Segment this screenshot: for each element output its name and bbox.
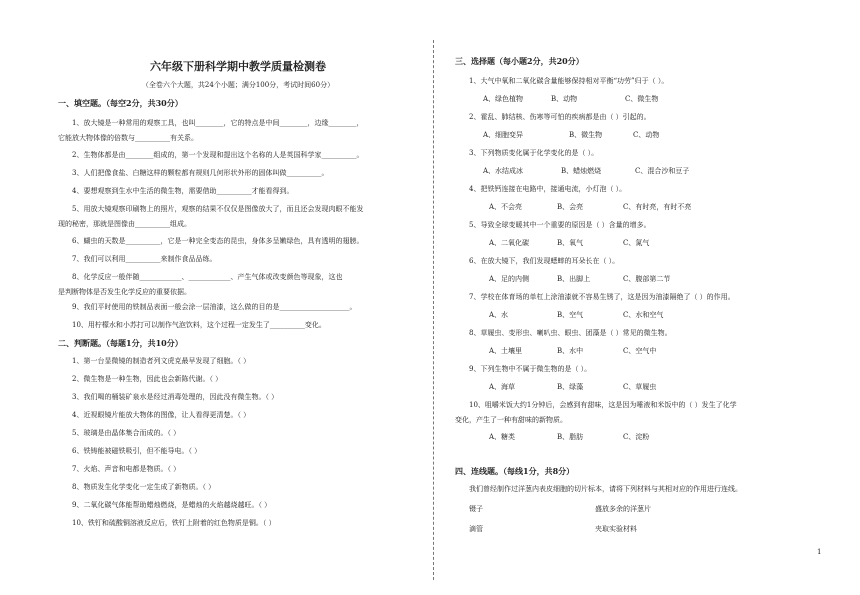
judge-item: 7、火焰、声音和电都是物质。（ ） xyxy=(72,465,181,473)
choice-option: B、脂肪 xyxy=(557,433,584,441)
choice-option: B、动物 xyxy=(551,95,578,103)
choice-q8: 8、草履虫、变形虫、喇叭虫、眼虫、团藻是（ ）常见的微生物。 xyxy=(469,329,672,337)
choice-option: B、微生物 xyxy=(569,131,603,139)
choice-q7: 7、学校在体育场的单杠上涂油漆就不容易生锈了，这是因为油漆隔绝了（ ）的作用。 xyxy=(469,293,735,301)
choice-option: C、淀粉 xyxy=(623,433,650,441)
choice-option: C、草履虫 xyxy=(623,383,657,391)
choice-option: B、空气 xyxy=(557,311,584,319)
choice-option: A、足的内侧 xyxy=(489,275,530,283)
judge-item: 6、铁铸能被磁铁吸引，但不能导电。（ ） xyxy=(72,447,202,455)
choice-option: B、蜡烛燃烧 xyxy=(561,167,602,175)
fill-q6: 6、蝴虫的天数是__________，它是一种完全变态的昆虫，身体多呈嫩绿色，具有透明的翅膀。 xyxy=(72,237,364,245)
choice-option: C、氮气 xyxy=(623,239,650,247)
choice-q2: 2、霍乱、肺结核、伤寒等可怕的疾病都是由（ ）引起的。 xyxy=(469,113,651,121)
choice-option: A、二氧化碳 xyxy=(489,239,530,247)
fill-heading: 一、填空题。（每空2分，共30分） xyxy=(58,98,183,108)
choice-q1: 1、大气中氧和二氧化碳含量能够保持相对平衡“功劳”归于（ ）。 xyxy=(469,77,669,85)
fill-q7: 7、我们可以利用__________来制作食品品练。 xyxy=(72,255,217,263)
choice-option: C、混合沙和豆子 xyxy=(635,167,690,175)
fill-q10: 10、用柠檬水和小苏打可以制作气泡饮料，这个过程一定发生了__________变化。 xyxy=(72,321,326,329)
connect-left-item: 滴管 xyxy=(469,525,483,533)
connect-right-item: 夹取实验材料 xyxy=(595,525,637,533)
exam-subtitle: （全卷六个大题，共24个小题；满分100分，考试时间60分） xyxy=(141,81,335,89)
fill-q2: 2、生物体都是由________组成的，第一个发现和提出这个名称的人是英国科学家__________。 xyxy=(72,151,364,159)
judge-item: 4、近视眼镜片能放大物体的图像，让人看得更清楚。（ ） xyxy=(72,411,251,419)
choice-option: C、空气中 xyxy=(623,347,657,355)
choice-q9: 9、下列生物中不属于微生物的是（ ）。 xyxy=(469,365,592,373)
choice-option: A、水结成冰 xyxy=(483,167,524,175)
fill-q8a: 8、化学反应一般伴随____________、____________、产生气体或改变颜色等现象，这也 xyxy=(72,273,343,281)
choice-option: A、不会亮 xyxy=(489,203,523,211)
exam-title: 六年级下册科学期中教学质量检测卷 xyxy=(150,60,326,73)
choice-option: C、微生物 xyxy=(625,95,659,103)
fill-q4: 4、要想观察到生水中生活的微生物，需要借助__________才能看得到。 xyxy=(72,187,294,195)
connect-right-item: 盛放多余的洋葱片 xyxy=(595,505,651,513)
judge-item: 9、二氧化碳气体能帮助蜡烛燃烧，是蜡烛的火焰越烧越旺。（ ） xyxy=(72,501,272,509)
fill-q3: 3、人们把像食盐、白糖这样的颗粒都有规则几何形状外形的固体叫做__________。 xyxy=(72,169,329,177)
judge-item: 8、物质发生化学变化一定生成了新物质。（ ） xyxy=(72,483,216,491)
judge-item: 10、铁钉和硫酸铜溶液反应后，铁钉上附着的红色物质是铜。（ ） xyxy=(72,519,276,527)
choice-q5: 5、导致全球变暖其中一个重要的原因是（ ）含量的增多。 xyxy=(469,221,651,229)
choice-option: A、海草 xyxy=(489,383,516,391)
page-divider xyxy=(433,40,434,580)
choice-option: B、出脚上 xyxy=(557,275,591,283)
connect-left-item: 镊子 xyxy=(469,505,483,513)
choice-option: C、动物 xyxy=(633,131,660,139)
connect-heading: 四、连线题。（每线1分，共8分） xyxy=(455,466,575,476)
fill-q5a: 5、用放大镜观察印刷物上的照片，观察的结果不仅仅是图像放大了，而且还会发现肉眼不能发 xyxy=(72,205,364,213)
fill-q1a: 1、放大镜是一种常用的观察工具，也叫________，它的特点是中间________，边缘________， xyxy=(72,119,364,127)
fill-q8b: 是判断物体是否发生化学反应的重要依据。 xyxy=(58,288,191,296)
choice-option: C、有时亮，有时不亮 xyxy=(623,203,692,211)
choice-option: A、细胞变异 xyxy=(483,131,524,139)
choice-option: B、会亮 xyxy=(557,203,584,211)
choice-q3: 3、下列物质变化属于化学变化的是（ ）。 xyxy=(469,149,599,157)
choice-option: A、水 xyxy=(489,311,509,319)
choice-option: A、绿色植物 xyxy=(483,95,524,103)
judge-heading: 二、判断题。（每题1分，共10分） xyxy=(58,338,183,348)
connect-intro: 我们曾经制作过洋葱内表皮细胞的切片标本，请将下列材料与其相对应的作用进行连线。 xyxy=(469,485,742,493)
fill-q9: 9、我们平时使用的铁制品表面一般会涂一层油漆，这么做的目的是____________________。 xyxy=(72,303,357,311)
choice-q6: 6、在放大镜下，我们发现蟋蟀的耳朵长在（ ）。 xyxy=(469,257,620,265)
fill-q5b: 现的秘密，那就是图像由__________组成。 xyxy=(58,220,191,228)
judge-item: 1、第一台显微镜的制造者列文虎克最早发现了细胞。（ ） xyxy=(72,357,251,365)
choice-option: C、腹部第二节 xyxy=(623,275,671,283)
choice-option: B、水中 xyxy=(557,347,584,355)
choice-option: B、氧气 xyxy=(557,239,584,247)
judge-item: 2、微生物是一种生物，因此也会新陈代谢。（ ） xyxy=(72,375,223,383)
choice-q10a: 10、咀嚼米饭大约1分钟后，会感到有甜味，这是因为唾液和米饭中的（ ）发生了化学 xyxy=(469,401,737,409)
choice-q10b: 变化，产生了一种有甜味的新物质。 xyxy=(455,416,567,424)
choice-option: C、水和空气 xyxy=(623,311,664,319)
judge-item: 3、我们喝的桶装矿泉水是经过消毒处理的，因此没有微生物。（ ） xyxy=(72,393,279,401)
judge-item: 5、玻璃是由晶体集合而成的。（ ） xyxy=(72,429,181,437)
page-number: 1 xyxy=(817,548,822,556)
fill-q1b: 它能放大物体像的倍数与__________有关系。 xyxy=(58,134,198,142)
choice-q4: 4、把铁钙连接在电路中，接通电流，小灯泡（ ）。 xyxy=(469,185,627,193)
choice-option: A、糖类 xyxy=(489,433,516,441)
choice-option: B、绿藻 xyxy=(557,383,584,391)
choice-option: A、土壤里 xyxy=(489,347,523,355)
choice-heading: 三、选择题（每小题2分，共20分） xyxy=(455,56,584,66)
